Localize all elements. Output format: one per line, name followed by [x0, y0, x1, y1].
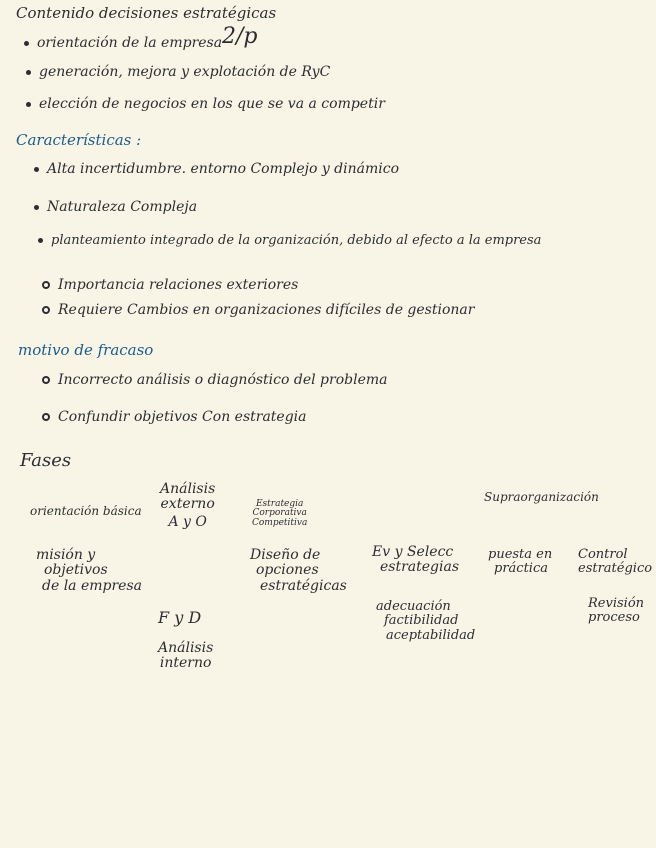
list-item-text: Naturaleza Compleja	[47, 199, 198, 215]
bullet-dot	[38, 238, 43, 243]
phase-line: estratégicas	[260, 577, 347, 594]
phase-line: puesta en	[488, 547, 553, 562]
phase-line: Ev y Selecc	[372, 544, 454, 560]
list-item	[34, 200, 197, 214]
bullet-ring	[42, 413, 50, 421]
phase-line: Análisis	[158, 640, 214, 656]
list-item	[34, 162, 399, 176]
section-title-fracaso: motivo de fracaso	[18, 341, 154, 359]
phase-line: externo	[160, 496, 215, 513]
list-item-text: Confundir objetivos Con estrategia	[58, 409, 307, 425]
phase-control-estrategico	[578, 548, 652, 577]
phase-line: aceptabilidad	[386, 627, 476, 643]
list-item-text: Incorrecto análisis o diagnóstico del problema	[58, 372, 388, 388]
phase-line: factibilidad	[384, 613, 459, 629]
phase-line: interno	[159, 655, 212, 672]
phase-analisis-externo	[160, 482, 215, 530]
section-title-contenido: Contenido decisiones estratégicas	[16, 4, 277, 22]
phase-line: práctica	[494, 561, 548, 577]
phase-fyd: F y D	[158, 608, 202, 627]
list-item-text: generación, mejora y explotación de RyC	[39, 64, 331, 80]
phase-line: estrategias	[380, 559, 460, 576]
phase-line: opciones	[256, 562, 319, 579]
phase-line: Revisión	[588, 596, 645, 611]
phase-line: Competitiva	[252, 517, 308, 528]
bullet-dot	[26, 102, 31, 107]
phase-line: proceso	[588, 610, 640, 626]
bullet-dot	[26, 70, 31, 75]
list-item	[42, 410, 307, 424]
phase-supraorganizacion: Supraorganización	[484, 490, 599, 504]
list-item-text: orientación de la empresa	[37, 35, 223, 51]
bullet-dot	[24, 41, 29, 46]
phase-line: Diseño de	[250, 547, 321, 563]
phase-estrategia-niveles	[252, 500, 307, 528]
list-item-text: Alta incertidumbre. entorno Complejo y dinámico	[47, 161, 400, 177]
bullet-ring	[42, 376, 50, 384]
phase-line: Estrategia	[255, 499, 304, 509]
phase-line: de la empresa	[42, 577, 143, 594]
section-title-caracteristicas: Características :	[16, 131, 142, 149]
phase-evaluacion-seleccion	[372, 545, 459, 576]
bullet-ring	[42, 306, 50, 314]
phase-line: estratégico	[578, 561, 653, 577]
list-item-text: planteamiento integrado de la organización, debido al efecto a la empresa	[51, 233, 542, 248]
list-item-text: Requiere Cambios en organizaciones difíciles de gestionar	[58, 302, 475, 318]
list-item-text: elección de negocios en los que se va a competir	[39, 96, 385, 112]
list-item	[42, 278, 298, 292]
bullet-dot	[34, 205, 39, 210]
bullet-dot	[34, 167, 39, 172]
list-item	[42, 303, 474, 317]
list-item	[38, 234, 541, 247]
phase-puesta-en-practica	[488, 548, 552, 577]
fraction-annotation: 2/p	[222, 24, 258, 49]
list-item	[42, 373, 387, 387]
list-item	[26, 97, 385, 111]
list-item	[24, 36, 222, 50]
phase-criterios	[376, 600, 475, 643]
list-item	[26, 65, 330, 79]
phase-analisis-interno	[158, 641, 213, 672]
phase-line: misión y	[36, 547, 96, 563]
phase-line: objetivos	[44, 562, 108, 579]
phase-line: Control	[578, 547, 628, 562]
phase-line: Análisis	[160, 481, 216, 497]
bullet-ring	[42, 281, 50, 289]
phase-line: A y O	[168, 513, 207, 530]
section-title-fases: Fases	[20, 450, 72, 471]
phase-line: adecuación	[376, 599, 451, 614]
phase-diseno-opciones	[250, 548, 347, 594]
phase-line: Corporativa	[252, 508, 307, 519]
list-item-text: Importancia relaciones exteriores	[58, 277, 299, 293]
phase-orientacion-basica: orientación básica	[30, 504, 142, 518]
phase-revision-proceso	[588, 597, 644, 626]
phase-mision-objetivos	[36, 548, 142, 594]
